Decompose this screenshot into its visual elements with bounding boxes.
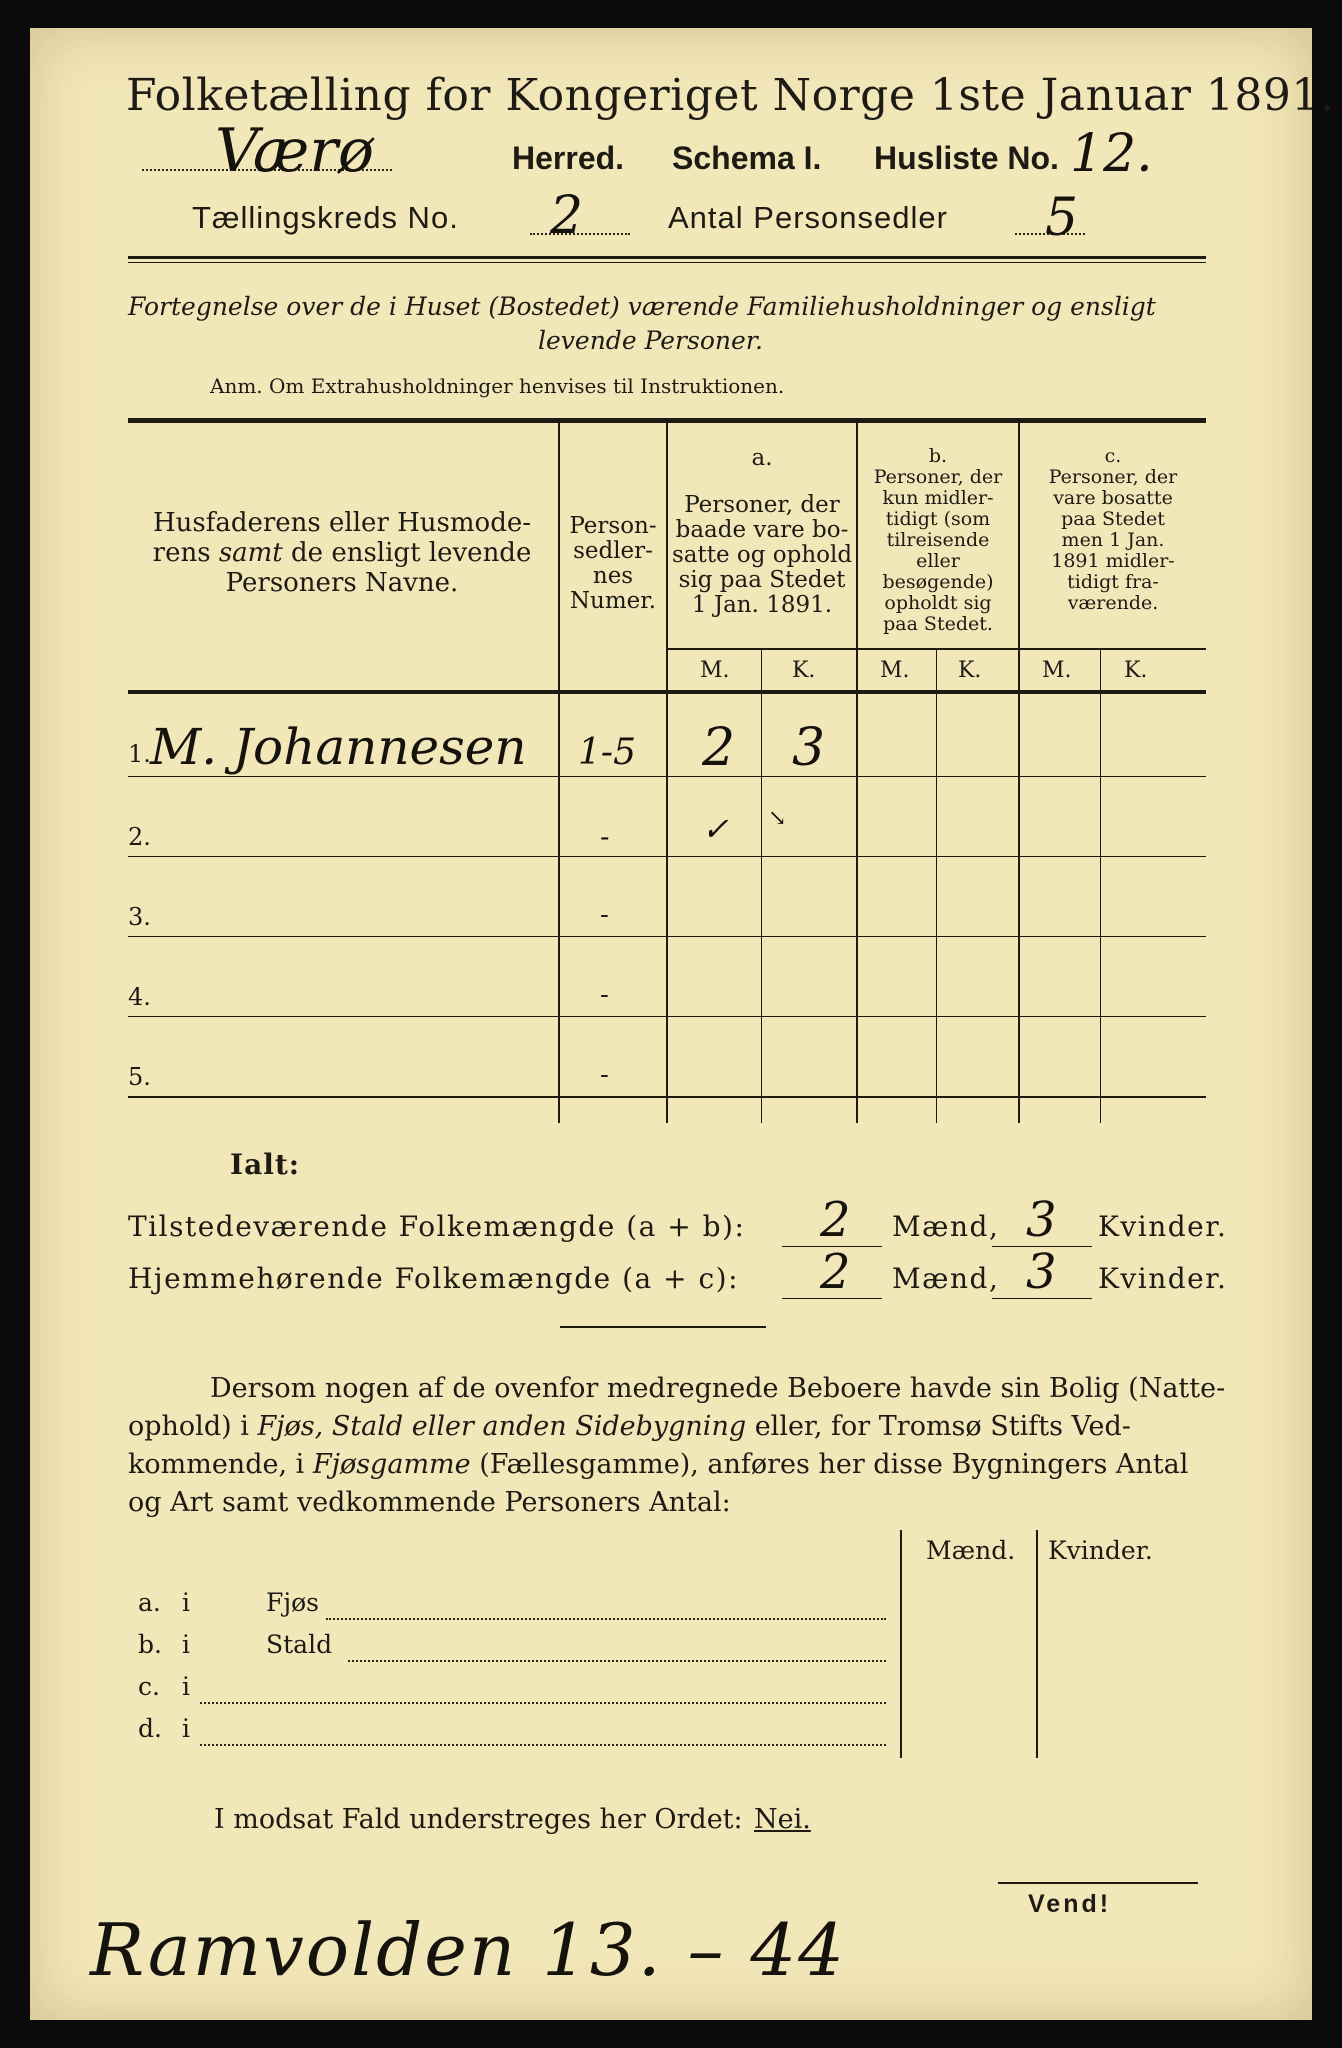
col-b-line-3: tidigt (som — [885, 508, 991, 530]
item-d-i: i — [182, 1714, 190, 1743]
col-names-line-2 — [142, 538, 542, 568]
c-m-label: M. — [1042, 658, 1072, 683]
col-a-line-4: sig paa Stedet — [678, 567, 846, 593]
tilstede-label: Tilstedeværende Folkemængde (a + b): — [128, 1210, 746, 1243]
item-c-i: i — [182, 1672, 190, 1701]
row-1-number: 1. — [128, 740, 151, 768]
col-b-letter: b. — [928, 445, 948, 467]
anm-note: Anm. Om Extrahusholdninger henvises til Instruktionen. — [210, 374, 785, 398]
col-a-header — [668, 446, 856, 618]
section-divider — [560, 1326, 766, 1328]
col-names-line-1: Husfaderens eller Husmode- — [152, 508, 532, 538]
form-title: Folketælling for Kongeriget Norge 1ste Januar 1891. — [126, 70, 1335, 121]
mk-divider-b — [936, 650, 937, 1123]
item-b-dots — [348, 1660, 886, 1662]
item-b-label: Stald — [266, 1630, 333, 1659]
herred-value: Værø — [215, 116, 375, 186]
row-2-a-k: ↘ — [768, 806, 787, 831]
mk-divider-c — [1100, 650, 1101, 1123]
col-num-header — [560, 514, 666, 614]
bolig-line-2c: eller, for Tromsø Stifts Ved- — [746, 1411, 1131, 1442]
col-c-header — [1020, 446, 1206, 614]
row-5-number: 5. — [128, 1063, 151, 1091]
row-3-number: 3. — [128, 903, 151, 931]
sedler-label: Antal Personsedler — [668, 200, 948, 235]
col-c-letter: c. — [1104, 445, 1122, 467]
item-c-letter: c. — [138, 1672, 160, 1701]
col-c-line-7: værende. — [1067, 592, 1159, 614]
tilstede-kvinder: Kvinder. — [1098, 1210, 1228, 1243]
item-a-label: Fjøs — [266, 1588, 319, 1617]
col-c-line-3: paa Stedet — [1061, 508, 1165, 530]
row-1-a-m: 2 — [702, 718, 736, 778]
row-1-line — [128, 776, 1206, 777]
col-b-line-6: besøgende) — [882, 571, 994, 593]
bolig-col-divider-2 — [1036, 1530, 1038, 1758]
bolig-line-3b: Fjøsgamme — [312, 1449, 471, 1480]
item-d-dots — [200, 1744, 886, 1746]
col-b-line-5: eller — [916, 550, 960, 572]
bolig-maend-header: Mænd. — [926, 1536, 1016, 1565]
col-names-line-2a: rens — [152, 538, 211, 568]
col-b-header — [858, 446, 1018, 635]
row-5-num: - — [600, 1060, 609, 1090]
col-num-line-3: nes — [592, 563, 634, 589]
tilstede-k-value: 3 — [1026, 1192, 1057, 1248]
col-c-line-5: 1891 midler- — [1051, 550, 1175, 572]
col-a-line-5: 1 Jan. 1891. — [691, 592, 833, 618]
census-form-page — [30, 28, 1335, 2020]
b-k-label: K. — [958, 658, 982, 683]
b-m-label: M. — [880, 658, 910, 683]
bolig-line-2 — [128, 1408, 1131, 1446]
hjemme-m-value: 2 — [820, 1244, 851, 1300]
item-b-i: i — [182, 1630, 190, 1659]
c-k-label: K. — [1124, 658, 1148, 683]
item-a-i: i — [182, 1588, 190, 1617]
mk-divider-a — [761, 650, 762, 1123]
row-2-num: - — [600, 820, 610, 853]
bolig-line-3a: kommende, i — [128, 1449, 313, 1480]
modsat-label: I modsat Fald understreges her Ordet: — [214, 1804, 743, 1835]
col-names-line-2c: de ensligt levende — [291, 538, 532, 568]
tilstede-maend: Mænd, — [892, 1210, 1000, 1243]
bolig-line-4: og Art samt vedkommende Personers Antal: — [128, 1487, 731, 1518]
hjemme-kvinder: Kvinder. — [1098, 1262, 1228, 1295]
col-num-line-1: Person- — [569, 513, 657, 539]
row-2-line — [128, 856, 1206, 857]
row-1-name: M. Johannesen — [150, 718, 527, 776]
herred-label: Herred. — [512, 140, 625, 176]
intro-line-2: levende Personer. — [538, 326, 763, 355]
bolig-line-1: Dersom nogen af de ovenfor medregnede Beboere havde sin Bolig (Natte- — [210, 1373, 1226, 1404]
schema-label: Schema I. — [672, 140, 822, 176]
tilstede-m-value: 2 — [820, 1192, 851, 1248]
row-2-a-m: ✓ — [702, 810, 729, 848]
row-5-line — [128, 1096, 1206, 1098]
hjemme-maend: Mænd, — [892, 1262, 1000, 1295]
row-1-num: 1-5 — [578, 732, 636, 773]
intro-line-1: Fortegnelse over de i Huset (Bostedet) værende Familiehusholdninger og ensligt — [128, 292, 1156, 321]
col-names-header — [142, 508, 542, 598]
item-a-letter: a. — [138, 1588, 161, 1617]
col-c-line-6: tidigt fra- — [1067, 571, 1159, 593]
row-4-number: 4. — [128, 983, 151, 1011]
bolig-line-3c: (Fællesgamme), anføres her disse Bygningers Antal — [470, 1449, 1189, 1480]
col-c-line-1: Personer, der — [1048, 466, 1178, 488]
bolig-line-2b: Fjøs, Stald eller anden Sidebygning — [257, 1411, 747, 1442]
bolig-kvinder-header: Kvinder. — [1048, 1536, 1153, 1565]
row-4-num: - — [600, 980, 609, 1010]
item-a-dots — [326, 1618, 886, 1620]
husliste-label: Husliste No. — [874, 140, 1059, 176]
nei-word: Nei. — [754, 1804, 811, 1835]
col-b-line-2: kun midler- — [882, 487, 994, 509]
col-names-line-3: Personers Navne. — [225, 568, 459, 598]
col-a-letter: a. — [751, 445, 773, 471]
husliste-value: 12. — [1070, 124, 1153, 184]
ialt-label: Ialt: — [230, 1148, 301, 1181]
vend-label: Vend! — [1028, 1890, 1112, 1918]
item-d-letter: d. — [138, 1714, 162, 1743]
sedler-value: 5 — [1045, 188, 1079, 248]
col-b-line-8: paa Stedet. — [883, 613, 993, 635]
col-num-line-4: Numer. — [569, 588, 657, 614]
row-4-line — [128, 1016, 1206, 1017]
row-1-a-k: 3 — [792, 718, 826, 778]
bolig-line-3 — [128, 1446, 1188, 1484]
kreds-label: Tællingskreds No. — [192, 200, 459, 235]
bolig-col-divider-1 — [900, 1530, 902, 1758]
kreds-value: 2 — [550, 186, 584, 246]
col-num-line-2: sedler- — [573, 538, 653, 564]
header-rule-1 — [128, 256, 1206, 259]
col-b-line-1: Personer, der — [873, 466, 1003, 488]
hjemme-label: Hjemmehørende Folkemængde (a + c): — [128, 1262, 739, 1295]
item-b-letter: b. — [138, 1630, 162, 1659]
bolig-line-2a: ophold) i — [128, 1411, 258, 1442]
col-c-line-2: vare bosatte — [1053, 487, 1173, 509]
col-b-line-4: tilreisende — [886, 529, 990, 551]
col-a-line-3: satte og ophold — [671, 542, 853, 568]
col-a-line-2: baade vare bo- — [675, 517, 849, 543]
col-names-line-2b: samt — [218, 538, 283, 568]
col-b-line-7: opholdt sig — [884, 592, 992, 614]
vend-rule — [998, 1882, 1198, 1884]
hjemme-k-value: 3 — [1026, 1244, 1057, 1300]
a-m-label: M. — [700, 658, 730, 683]
header-rule-2 — [128, 262, 1206, 263]
row-2-number: 2. — [128, 823, 151, 851]
col-a-line-1: Personer, der — [684, 492, 840, 518]
row-3-num: - — [600, 900, 609, 930]
handwritten-annotation: Ramvolden 13. – 44 — [90, 1908, 846, 1992]
a-k-label: K. — [792, 658, 816, 683]
col-c-line-4: men 1 Jan. — [1061, 529, 1165, 551]
row-3-line — [128, 936, 1206, 937]
item-c-dots — [200, 1702, 886, 1704]
